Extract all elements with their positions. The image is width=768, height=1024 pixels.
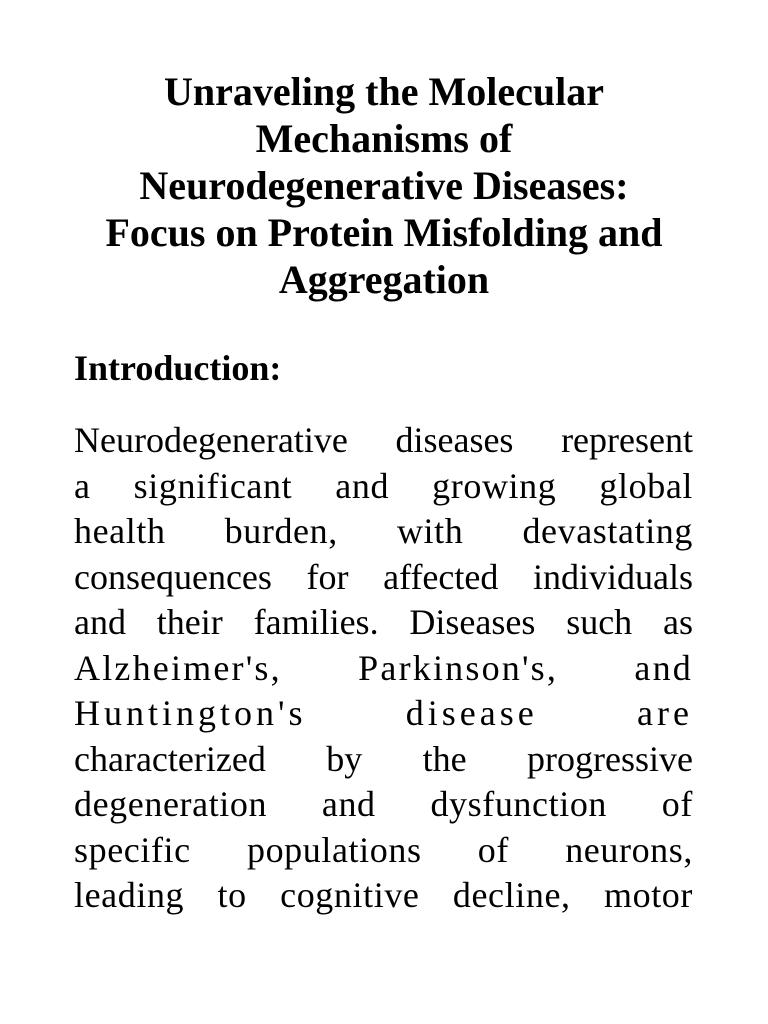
paragraph-line: and their families. Diseases such as: [74, 602, 693, 642]
paragraph-line: degeneration and dysfunction of: [74, 784, 693, 824]
document-title: [60, 68, 708, 303]
paragraph-line: a significant and growing global: [74, 465, 693, 506]
title-line: Aggregation: [278, 257, 490, 302]
paragraph-line: Alzheimer's, Parkinson's, and: [74, 647, 693, 688]
paragraph-line: health burden, with devastating: [74, 511, 693, 551]
paragraph-line: consequences for affected individuals: [74, 556, 693, 597]
paragraph-line: specific populations of neurons,: [74, 829, 693, 870]
section-heading: Introduction:: [74, 348, 282, 388]
paragraph-line: Neurodegenerative diseases represent: [74, 420, 693, 460]
body-paragraph: [74, 418, 693, 919]
title-line: Unraveling the Molecular: [164, 69, 604, 114]
title-line: Mechanisms of: [255, 116, 513, 161]
title-line: Neurodegenerative Diseases:: [139, 163, 629, 208]
paragraph-line: Huntington's disease are: [74, 693, 693, 733]
title-line: Focus on Protein Misfolding and: [105, 210, 663, 255]
paragraph-line: characterized by the progressive: [74, 738, 693, 779]
paragraph-line: leading to cognitive decline, motor: [74, 875, 693, 915]
